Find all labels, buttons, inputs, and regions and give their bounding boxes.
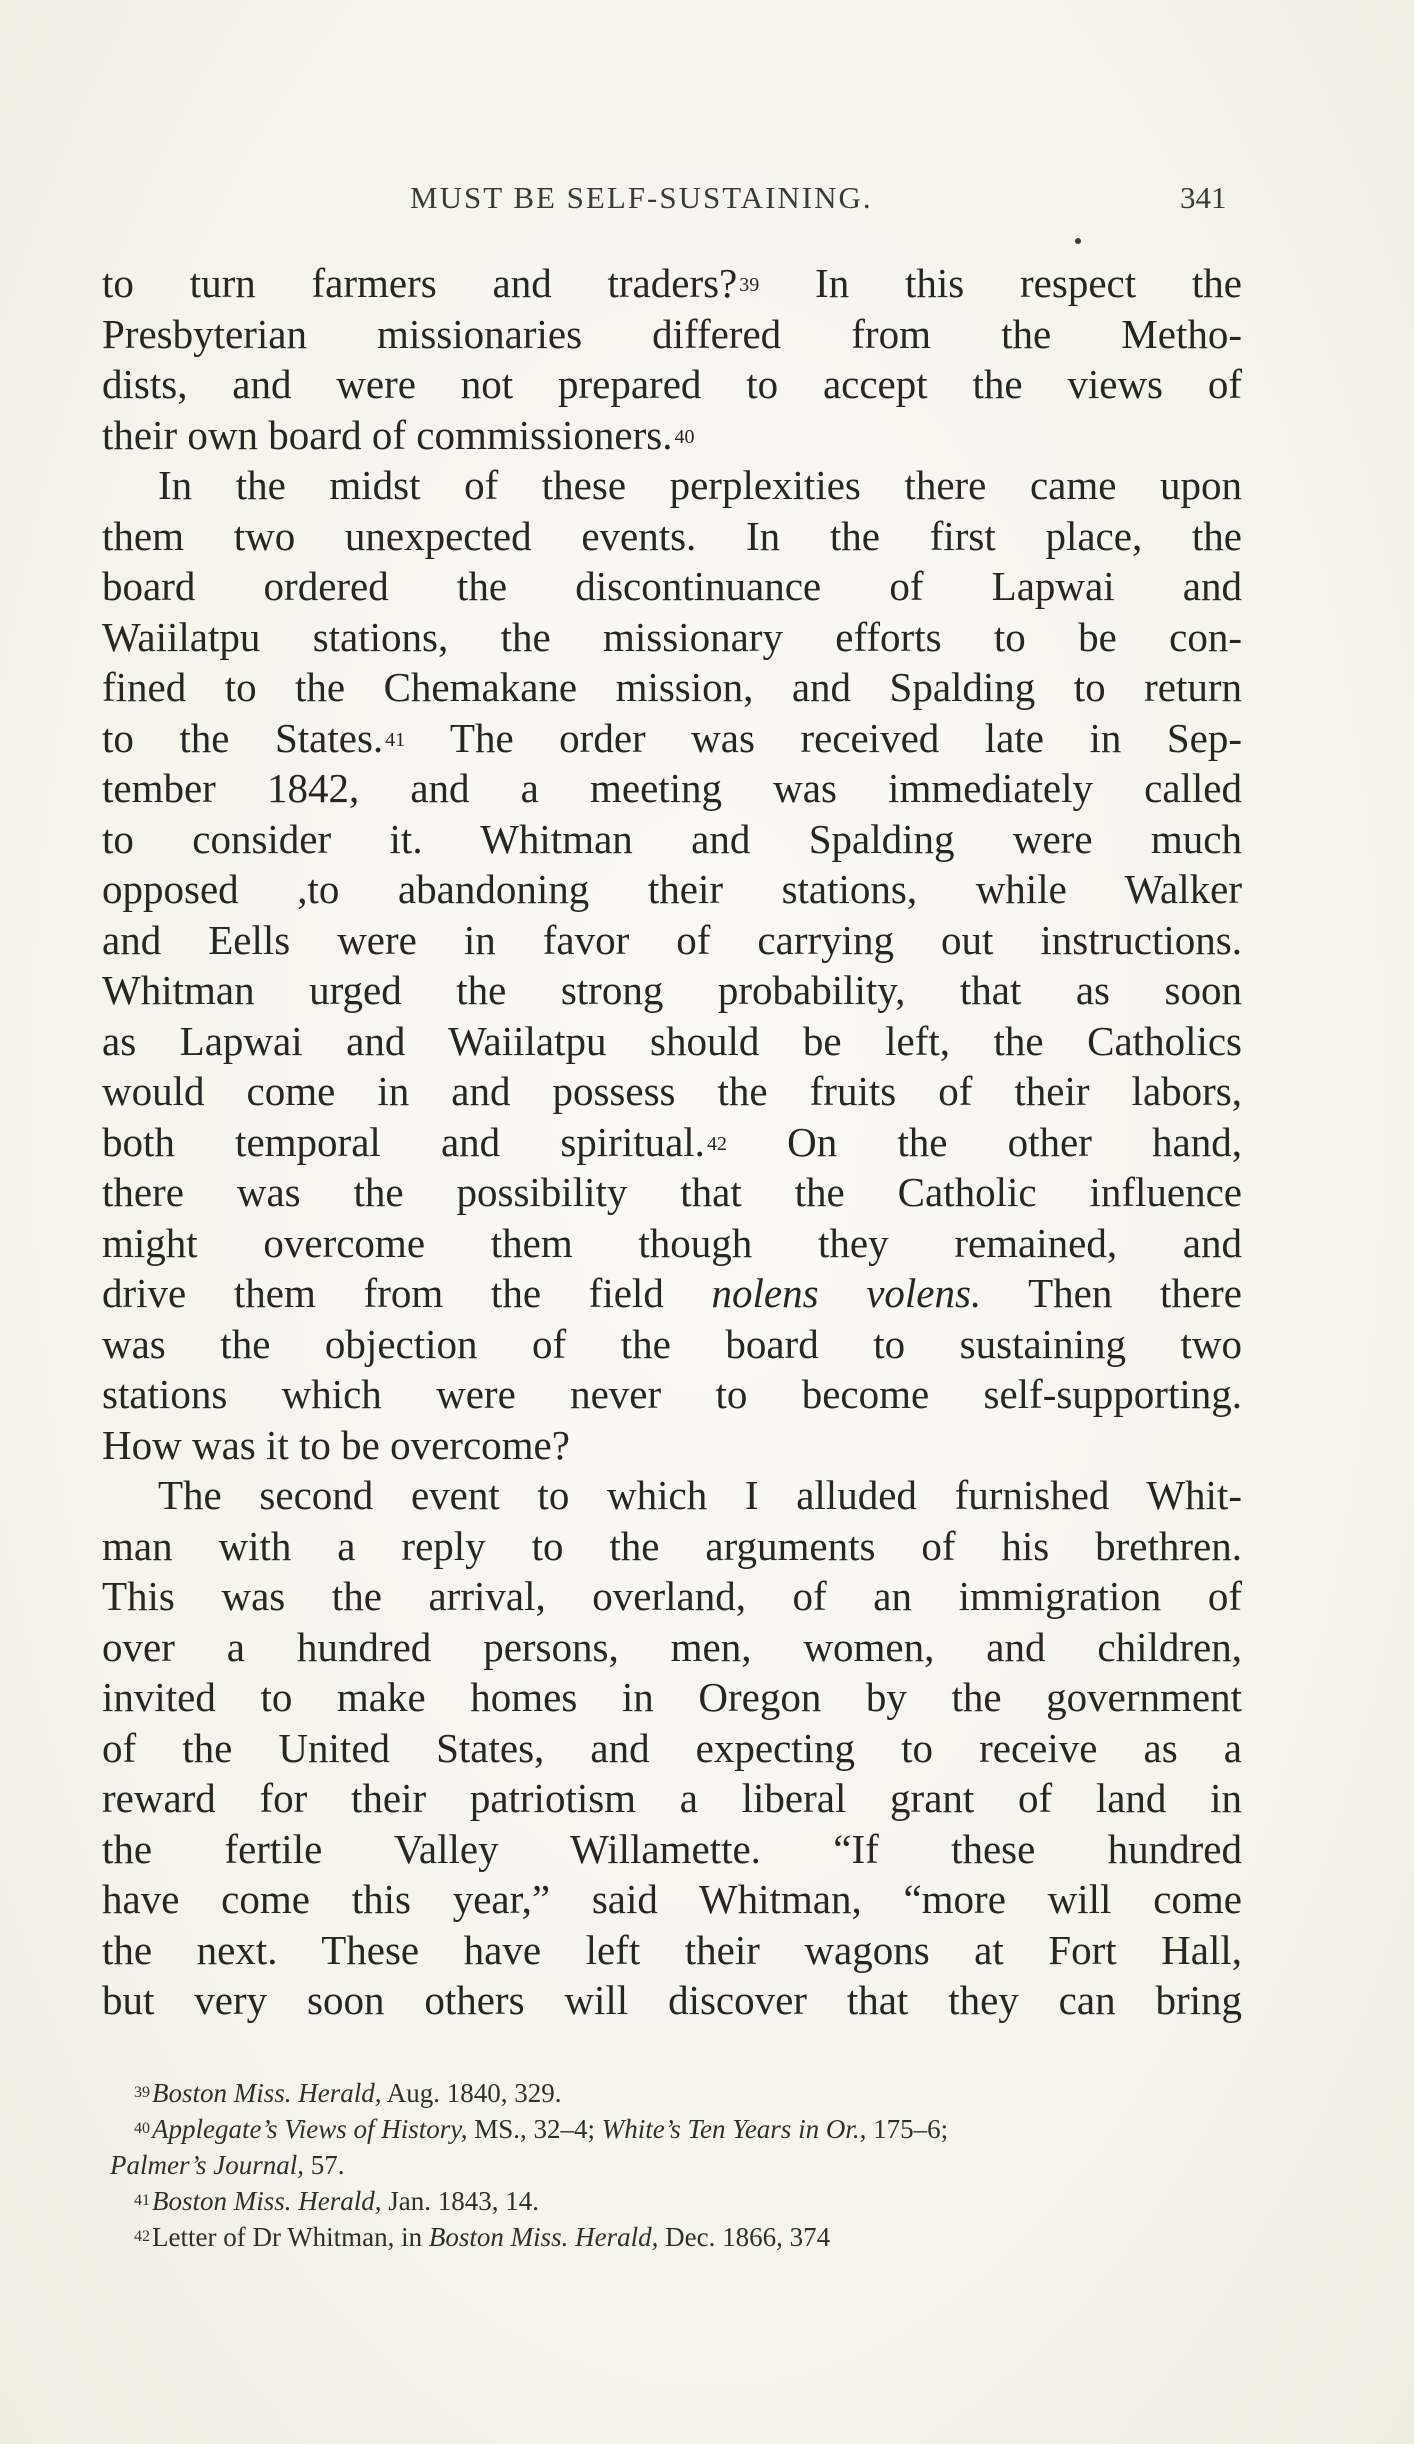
text-line: man with a reply to the arguments of his brethren. (102, 1522, 1242, 1569)
text-line: the next. These have left their wagons at Fort Hall, (102, 1926, 1242, 1973)
text-line: stations which were never to become self-supporting. (102, 1371, 1242, 1417)
text-line: might overcome them though they remained, and (102, 1219, 1242, 1266)
text-line: dists, and were not prepared to accept the views of (102, 361, 1242, 407)
text-line: to turn farmers and traders? $^{39}$ In this respect the (102, 260, 1242, 306)
paragraph-start: The second event to which I alluded furnished Whit- (158, 1472, 1242, 1518)
text-line: invited to make homes in Oregon by the government (102, 1674, 1242, 1720)
italic-phrase: nolens volens. (711, 1270, 982, 1316)
text-line: as Lapwai and Waiilatpu should be left, the Catholics (102, 1017, 1242, 1064)
footnote-40-continued: Palmer’s Journal, 57. (110, 2150, 345, 2180)
text-line: have come this year,” said Whitman, “more will come (102, 1876, 1242, 1922)
text-line: This was the arrival, overland, of an immigration of (102, 1573, 1242, 1619)
text-line: their own board of commissioners. $^{40}$ (102, 411, 695, 458)
text-line: of the United States, and expecting to receive as a (102, 1724, 1242, 1771)
text-line: Waiilatpu stations, the missionary efforts to be con- (102, 613, 1242, 660)
footnote-39: $^{39}$Boston Miss. Herald, Aug. 1840, 329. (134, 2078, 562, 2108)
footnote-42: $^{42}$Letter of Dr Whitman, in Boston Miss. Herald, Dec. 1866, 374 (134, 2222, 831, 2252)
print-mark (1075, 238, 1081, 244)
text-line: How was it to be overcome? (102, 1421, 570, 1468)
footnote-40: $^{40}$Applegate’s Views of History, MS., 32–4; White’s Ten Years in Or., 175–6; (134, 2114, 949, 2144)
text-line: was the objection of the board to sustaining two (102, 1320, 1242, 1367)
text-line: them two unexpected events. In the first place, the (102, 512, 1242, 559)
text-line: Presbyterian missionaries differed from the Metho- (102, 310, 1242, 357)
footnote-ref[interactable]: 42 (706, 1132, 727, 1155)
text-line: Whitman urged the strong probability, that as soon (102, 967, 1242, 1013)
text-line: reward for their patriotism a liberal grant of land in (102, 1775, 1242, 1821)
footnote-41: $^{41}$Boston Miss. Herald, Jan. 1843, 14. (134, 2186, 539, 2216)
text-line: board ordered the discontinuance of Lapwai and (102, 563, 1242, 609)
body-text (102, 258, 1242, 2026)
text-line: and Eells were in favor of carrying out instructions. (102, 916, 1242, 963)
text-line: drive them from the field nolens volens. Then there (102, 1270, 1242, 1316)
paragraph-start: In the midst of these perplexities there came upon (158, 462, 1242, 508)
text-line: would come in and possess the fruits of their labors, (102, 1068, 1242, 1114)
page-number: 341 (1180, 180, 1227, 215)
text-line: opposed ,to abandoning their stations, while Walker (102, 866, 1242, 912)
running-title: MUST BE SELF-SUSTAINING. (410, 180, 873, 215)
footnotes (110, 2075, 1230, 2255)
footnote-ref[interactable]: 39 (739, 274, 760, 296)
footnote-ref[interactable]: 40 (674, 425, 695, 448)
text-line: there was the possibility that the Catholic influence (102, 1169, 1242, 1215)
text-line: but very soon others will discover that they can bring (102, 1977, 1242, 2023)
text-line: over a hundred persons, men, women, and children, (102, 1623, 1242, 1670)
text-line: both temporal and spiritual. $^{42}$ On the other hand, (102, 1118, 1242, 1165)
text-line: the fertile Valley Willamette. “If these hundred (102, 1825, 1242, 1872)
text-line: fined to the Chemakane mission, and Spalding to return (102, 664, 1242, 710)
text-line: to the States. $^{41}$ The order was received late in Sep- (102, 714, 1242, 761)
text-line: tember 1842, and a meeting was immediately called (102, 765, 1242, 811)
footnote-ref[interactable]: 41 (385, 728, 406, 751)
text-line: to consider it. Whitman and Spalding were much (102, 815, 1242, 862)
